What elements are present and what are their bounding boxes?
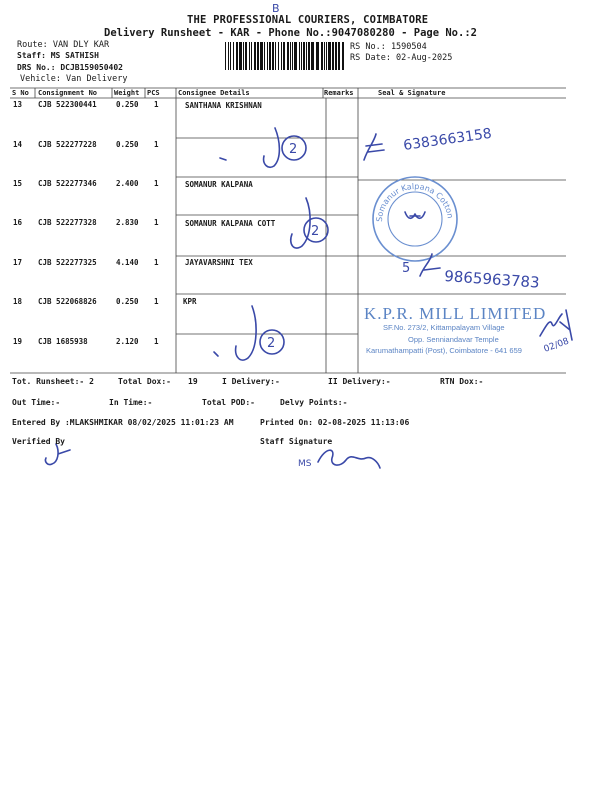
staff-signature-scribble — [318, 450, 380, 468]
signature-row19 — [236, 306, 256, 360]
row-consignee: SANTHANA KRISHNAN — [185, 101, 262, 110]
printed-on: Printed On: 02-08-2025 11:13:06 — [260, 418, 410, 427]
total-pod: Total POD:- — [202, 398, 255, 407]
row-sno: 14 — [13, 140, 23, 149]
kpr-stamp-name: K.P.R. MILL LIMITED — [364, 304, 547, 323]
staff-signature-initials: MS — [298, 459, 312, 469]
row-consignment-no: CJB 1685938 — [38, 337, 88, 346]
verified-by-label: Verified By — [12, 437, 65, 446]
row-sno: 19 — [13, 337, 23, 346]
tot-runsheet: Tot. Runsheet:- 2 — [12, 377, 94, 386]
col-header-seal: Seal & Signature — [378, 89, 446, 97]
entered-by: Entered By :MLAKSHMIKAR 08/02/2025 11:01:23 AM — [12, 418, 234, 427]
verified-by-signature — [45, 444, 70, 465]
row-sno: 16 — [13, 218, 23, 227]
i-delivery: I Delivery:- — [222, 377, 280, 386]
row-consignment-no: CJB 522068826 — [38, 297, 97, 306]
col-header-pcs: PCS — [147, 89, 160, 97]
col-header-consignment: Consignment No — [38, 89, 98, 97]
vehicle-label: Vehicle: Van Delivery — [20, 74, 128, 84]
signature-row14 — [264, 128, 280, 167]
row-pcs: 1 — [154, 140, 159, 149]
row-sno: 13 — [13, 100, 23, 109]
row-pcs: 1 — [154, 179, 159, 188]
row-consignment-no: CJB 522277325 — [38, 258, 97, 267]
rtn-dox: RTN Dox:- — [440, 377, 484, 386]
handwritten-prefix-row17: 5 — [402, 261, 411, 276]
row-consignee: JAYAVARSHNI TEX — [185, 258, 253, 267]
row-weight: 0.250 — [116, 140, 139, 149]
col-header-sno: S No — [12, 89, 29, 97]
rs-number: RS No.: 1590504 — [350, 42, 427, 52]
row-weight: 2.400 — [116, 179, 139, 188]
row-consignment-no: CJB 522277228 — [38, 140, 97, 149]
row-pcs: 1 — [154, 218, 159, 227]
ii-delivery: II Delivery:- — [328, 377, 391, 386]
handwritten-mark: B — [272, 2, 280, 15]
runsheet-subtitle: Delivery Runsheet - KAR - Phone No.:9047080280 - Page No.:2 — [104, 27, 477, 39]
row-sno: 17 — [13, 258, 23, 267]
delvy-points: Delvy Points:- — [280, 398, 348, 407]
row-pcs: 1 — [154, 258, 159, 267]
company-name: THE PROFESSIONAL COURIERS, COIMBATORE — [187, 14, 429, 26]
row-pcs: 1 — [154, 100, 159, 109]
row-weight: 4.140 — [116, 258, 139, 267]
total-dox-value: 19 — [188, 377, 198, 386]
col-header-remarks: Remarks — [324, 89, 354, 97]
rs-date: RS Date: 02-Aug-2025 — [350, 53, 453, 63]
row-pcs: 1 — [154, 337, 159, 346]
row-consignee: SOMANUR KALPANA COTT — [185, 219, 276, 228]
row-weight: 0.250 — [116, 100, 139, 109]
tick-mark-row17 — [420, 254, 440, 276]
circled-2-text-row14: 2 — [289, 142, 298, 157]
kpr-stamp-line2: Opp. Senniandavar Temple — [408, 335, 499, 344]
handwritten-date: 02/08 — [542, 336, 571, 355]
row-consignment-no: CJB 522277346 — [38, 179, 97, 188]
svg-text:Somanur Kalpana Cotton: Somanur Kalpana Cotton — [374, 181, 455, 223]
total-dox-label: Total Dox:- — [118, 377, 171, 386]
circled-2-text-row19: 2 — [267, 336, 276, 351]
handwritten-phone-1: 6383663158 — [402, 125, 493, 154]
drs-number: DRS No.: DCJB159050402 — [17, 63, 123, 72]
signature-kpr — [540, 310, 572, 340]
row-weight: 2.120 — [116, 337, 139, 346]
tick-mark-row14 — [364, 134, 384, 160]
row-weight: 0.250 — [116, 297, 139, 306]
circled-2-text-row16: 2 — [311, 224, 320, 239]
staff-label: Staff: MS SATHISH — [17, 51, 99, 60]
handwritten-phone-2: 9865963783 — [443, 267, 541, 292]
row-consignment-no: CJB 522300441 — [38, 100, 97, 109]
kpr-stamp-line1: SF.No. 273/2, Kittampalayam Village — [383, 323, 505, 332]
in-time: In Time:- — [109, 398, 153, 407]
row-consignment-no: CJB 522277328 — [38, 218, 97, 227]
row-pcs: 1 — [154, 297, 159, 306]
kpr-stamp-line3: Karumathampatti (Post), Coimbatore - 641 659 — [366, 346, 522, 355]
row-consignee: KPR — [183, 297, 197, 306]
route-label: Route: VAN DLY KAR — [17, 40, 110, 50]
row-consignee: SOMANUR KALPANA — [185, 180, 253, 189]
col-header-consignee: Consignee Details — [178, 89, 250, 97]
row-weight: 2.830 — [116, 218, 139, 227]
out-time: Out Time:- — [12, 398, 61, 407]
staff-signature-label: Staff Signature — [260, 437, 333, 446]
row-sno: 15 — [13, 179, 23, 188]
row-sno: 18 — [13, 297, 23, 306]
col-header-weight: Weight — [114, 89, 140, 97]
